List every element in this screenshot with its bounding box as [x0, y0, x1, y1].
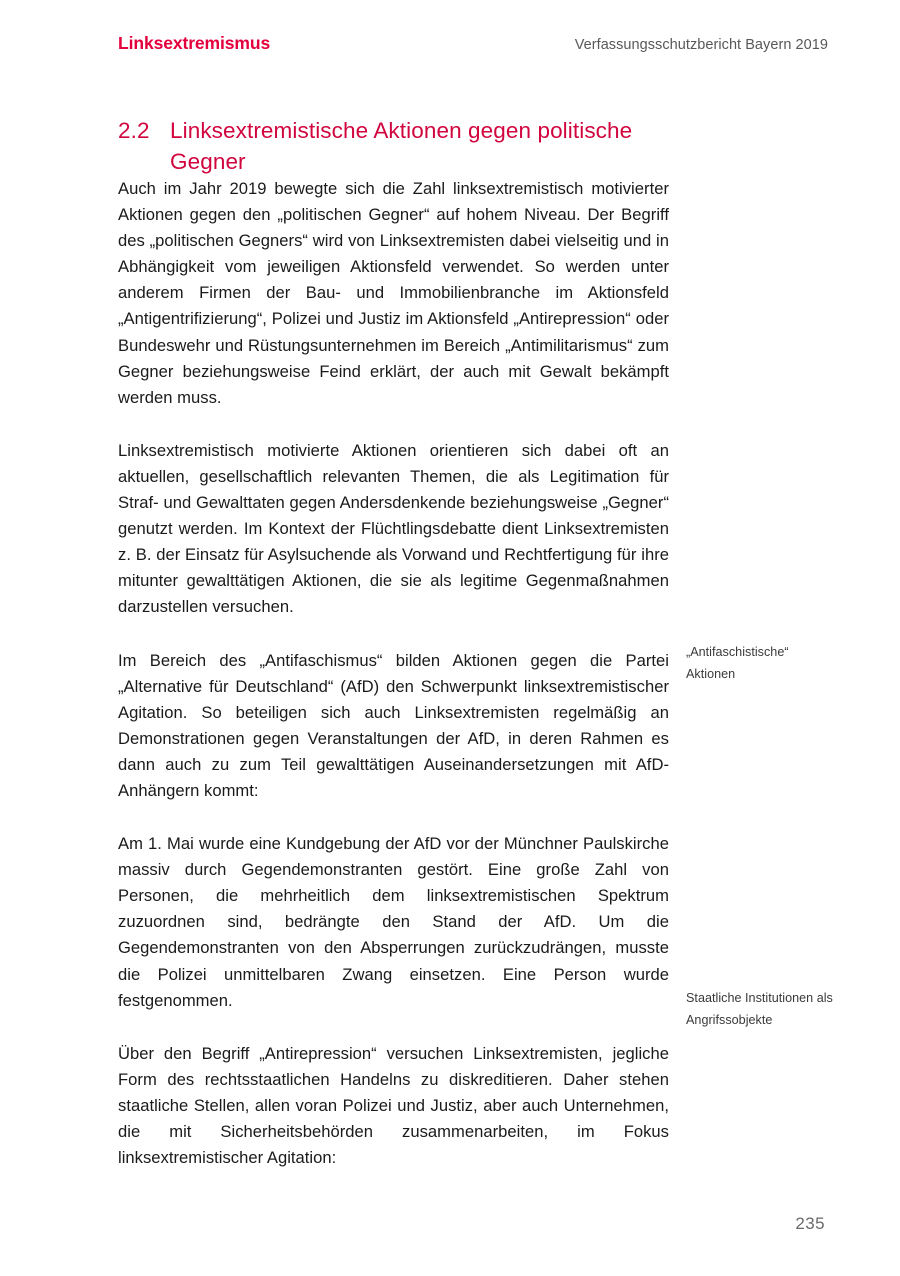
margin-note: „Antifaschistische“ Aktionen [686, 645, 789, 681]
body-paragraph: Über den Begriff „Antirepression“ versuchen Linksextremisten, jegliche Form des rechtsstaatlichen Handelns zu diskreditieren. Daher stehen staatliche Stellen, allen voran Polizei und Justiz, aber auch Unternehmen, die mit Sicherheitsbehörden zusammenarbeiten, im Fokus linksextremistischer Agitation: [118, 1043, 669, 1168]
page-title [118, 115, 678, 177]
running-head [118, 33, 828, 57]
body-paragraph: Linksextremistisch motivierte Aktionen orientieren sich dabei oft an aktuellen, gesellschaftlich relevanten Themen, die als Legitimation für Straf- und Gewalttaten gegen Andersdenkende beziehungsweise „Gegner“ genutzt werden. Im Kontext der Flüchtlingsdebatte dient Linksextremisten z. B. der Einsatz für Asylsuchende als Vorwand und Rechtfertigung für ihre mitunter gewalttätigen Aktionen, die sie als legitime Gegenmaßnahmen darzustellen versuchen. [118, 440, 669, 617]
body-text-column [118, 176, 669, 1171]
margin-note: Staatliche Institutionen als Angrifssobjekte [686, 991, 833, 1027]
body-paragraph: Am 1. Mai wurde eine Kundgebung der AfD vor der Münchner Paulskirche massiv durch Gegendemonstranten gestört. Eine große Zahl von Personen, die mehrheitlich dem linksextremistischen Spektrum zuzuordnen sind, bedrängte den Stand der AfD. Um die Gegendemonstranten von den Absperrungen zurückzudrängen, musste die Polizei unmittelbaren Zwang einsetzen. Eine Person wurde festgenommen. [118, 834, 669, 1010]
section-number: 2.2 [118, 117, 150, 143]
page-number: 235 [795, 1214, 825, 1233]
running-head-report-title: Verfassungsschutzbericht Bayern 2019 [574, 37, 828, 53]
running-head-chapter: Linksextremismus [118, 33, 271, 53]
body-paragraph: Auch im Jahr 2019 bewegte sich die Zahl linksextremistisch motivierter Aktionen gegen den „politischen Gegner“ auf hohem Niveau. Der Begriff des „politischen Gegners“ wird von Linksextremisten dabei vielseitig und in Abhängigkeit vom jeweiligen Aktionsfeld verwendet. So werden unter anderem Firmen der Bau- und Immobilienbranche im Aktionsfeld „Antigentrifizierung“, Polizei und Justiz im Aktionsfeld „Antirepression“ oder Bundeswehr und Rüstungsunternehmen im Bereich „Antimilitarismus“ zum Gegner beziehungsweise Feind erklärt, der auch mit Gewalt bekämpft werden muss. [118, 179, 669, 407]
body-paragraph: Im Bereich des „Antifaschismus“ bilden Aktionen gegen die Partei „Alternative für Deutschland“ (AfD) den Schwerpunkt linksextremistischer Agitation. So beteiligen sich auch Linksextremisten regelmäßig an Demonstrationen gegen Veranstaltungen der AfD, in deren Rahmen es dann auch zu zum Teil gewalttätigen Auseinandersetzungen mit AfD-Anhängern kommt: [118, 650, 669, 800]
section-title: Linksextremistische Aktionen gegen politische Gegner [170, 117, 633, 174]
